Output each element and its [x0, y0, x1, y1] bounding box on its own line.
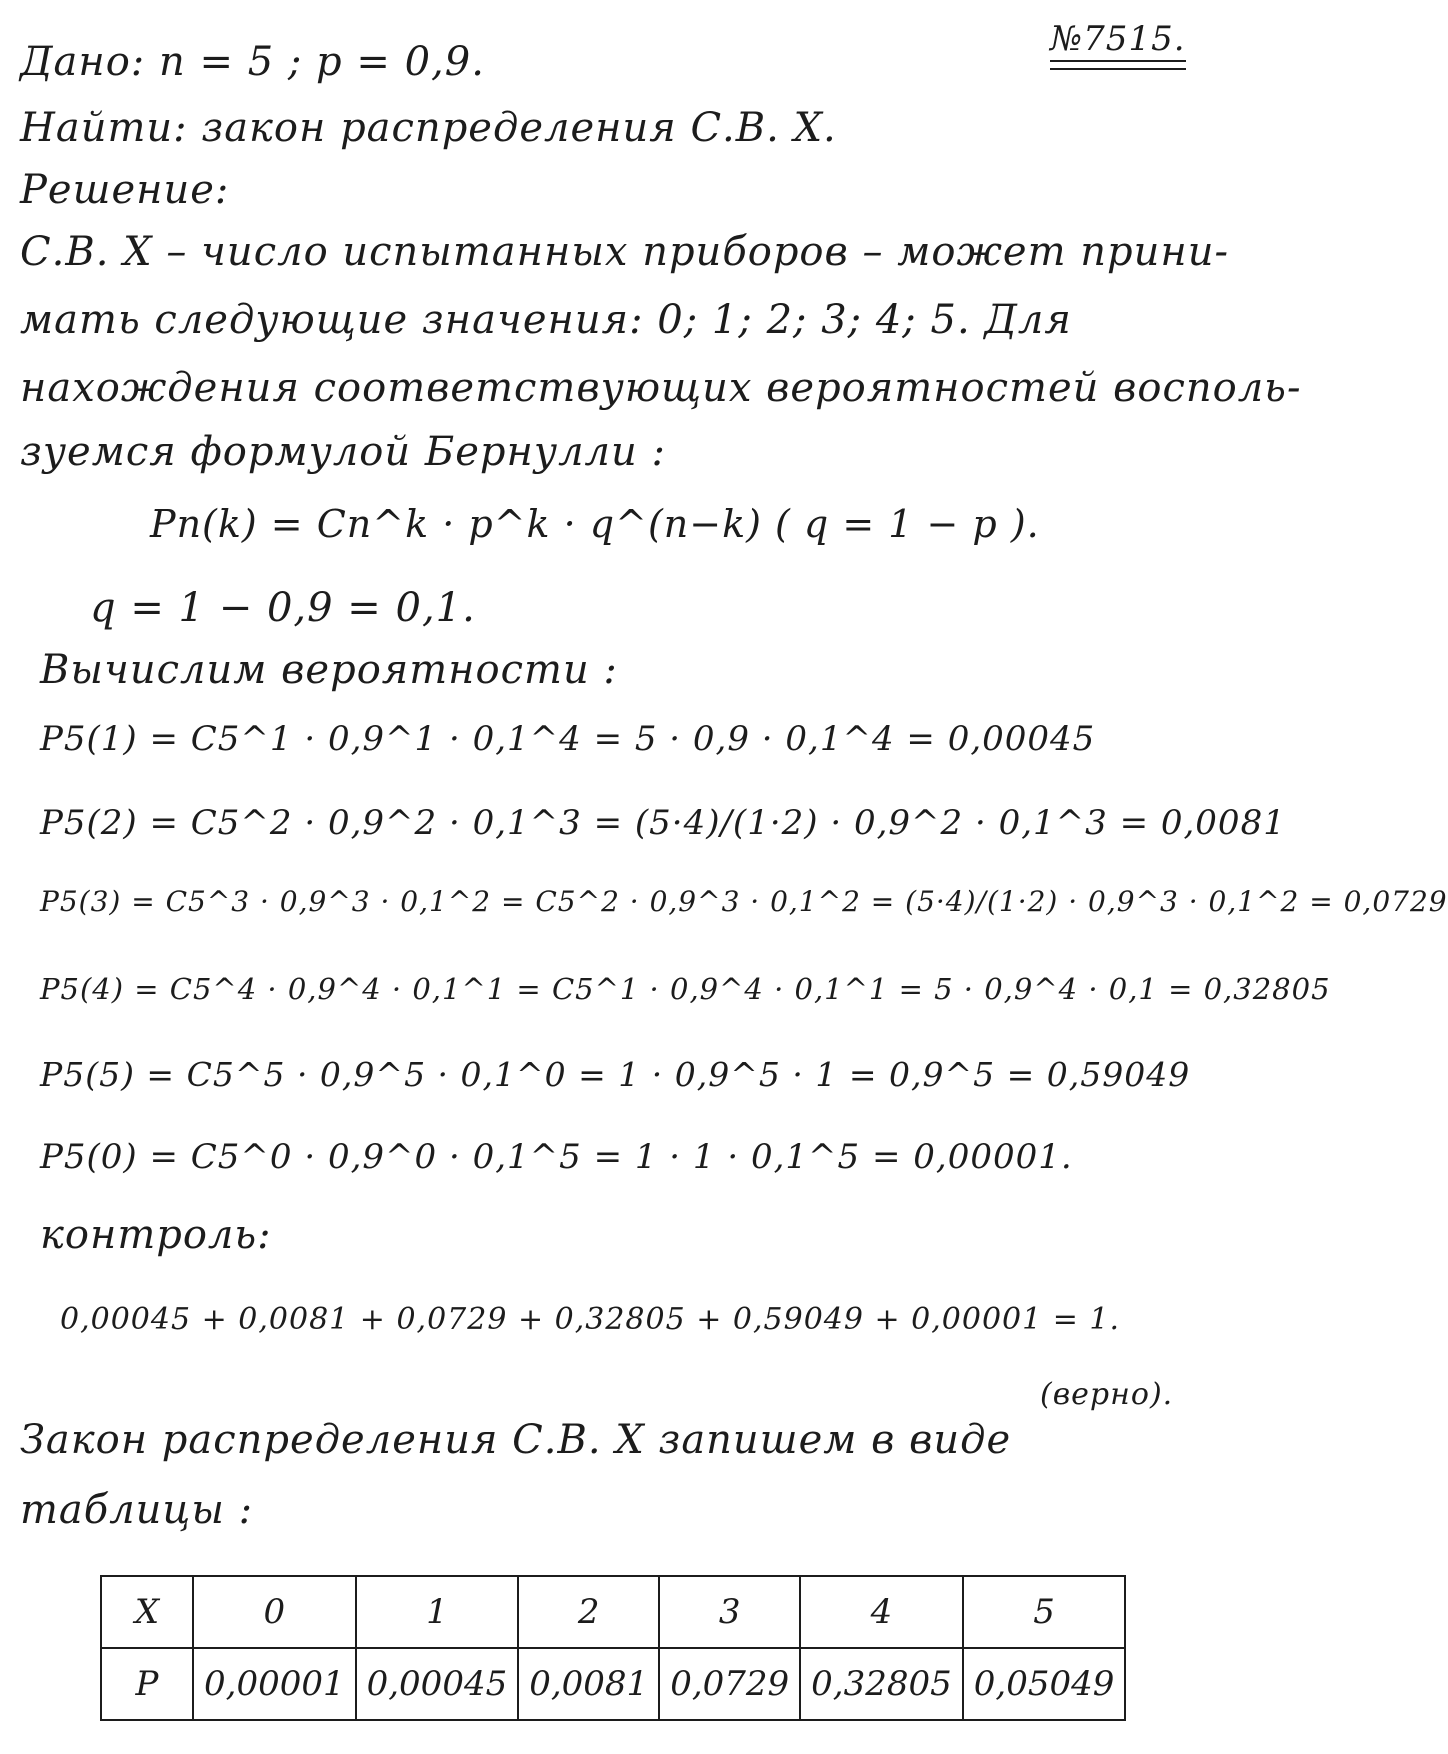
conclusion-line-2: таблицы : [20, 1487, 254, 1533]
table-cell-p: 0,00001 [193, 1648, 356, 1720]
q-value-line: q = 1 − 0,9 = 0,1. [90, 585, 476, 631]
probability-line-p2: P5(2) = C5^2 · 0,9^2 · 0,1^3 = (5·4)/(1·2) · 0,9^2 · 0,1^3 = 0,0081 [40, 803, 1286, 843]
table-cell-x: 1 [356, 1576, 519, 1648]
table-cell-p: 0,32805 [800, 1648, 963, 1720]
probability-line-p3: P5(3) = C5^3 · 0,9^3 · 0,1^2 = C5^2 · 0,9^3 · 0,1^2 = (5·4)/(1·2) · 0,9^3 · 0,1^2 = 0,0729 [40, 885, 1448, 918]
given-line: Дано: n = 5 ; p = 0,9. [20, 39, 485, 85]
compute-label: Вычислим вероятности : [40, 647, 618, 693]
find-line: Найти: закон распределения С.В. X. [20, 105, 837, 151]
explanation-line-1: С.В. X – число испытанных приборов – может прини- [20, 229, 1229, 275]
table-cell-p: 0,00045 [356, 1648, 519, 1720]
table-cell-x: 2 [518, 1576, 659, 1648]
bernoulli-formula: Pn(k) = Cn^k · p^k · q^(n−k) ( q = 1 − p ). [150, 502, 1040, 546]
table-header-x: X [101, 1576, 193, 1648]
table-cell-x: 4 [800, 1576, 963, 1648]
check-verdict: (верно). [1040, 1377, 1174, 1412]
distribution-table [100, 1575, 1126, 1721]
table-header-p: P [101, 1648, 193, 1720]
table-cell-x: 5 [963, 1576, 1126, 1648]
probability-line-p0: P5(0) = C5^0 · 0,9^0 · 0,1^5 = 1 · 1 · 0,1^5 = 0,00001. [40, 1137, 1073, 1177]
table-row-p [101, 1648, 1125, 1720]
table-cell-x: 0 [193, 1576, 356, 1648]
explanation-line-4: зуемся формулой Бернулли : [20, 429, 666, 475]
probability-line-p5: P5(5) = C5^5 · 0,9^5 · 0,1^0 = 1 · 0,9^5 · 1 = 0,9^5 = 0,59049 [40, 1055, 1191, 1094]
check-sum-line: 0,00045 + 0,0081 + 0,0729 + 0,32805 + 0,59049 + 0,00001 = 1. [60, 1302, 1121, 1337]
solution-label: Решение: [20, 167, 230, 213]
explanation-line-3: нахождения соответствующих вероятностей восполь- [20, 365, 1302, 411]
explanation-line-2: мать следующие значения: 0; 1; 2; 3; 4; 5. Для [20, 297, 1072, 343]
conclusion-line-1: Закон распределения С.В. X запишем в виде [20, 1417, 1012, 1463]
table-cell-p: 0,0081 [518, 1648, 659, 1720]
table-cell-p: 0,0729 [659, 1648, 800, 1720]
probability-line-p1: P5(1) = C5^1 · 0,9^1 · 0,1^4 = 5 · 0,9 · 0,1^4 = 0,00045 [40, 719, 1096, 759]
probability-line-p4: P5(4) = C5^4 · 0,9^4 · 0,1^1 = C5^1 · 0,9^4 · 0,1^1 = 5 · 0,9^4 · 0,1 = 0,32805 [40, 972, 1331, 1006]
table-cell-p: 0,05049 [963, 1648, 1126, 1720]
problem-number: №7515. [1050, 22, 1186, 62]
table-cell-x: 3 [659, 1576, 800, 1648]
check-label: контроль: [40, 1212, 272, 1258]
table-row-x [101, 1576, 1125, 1648]
